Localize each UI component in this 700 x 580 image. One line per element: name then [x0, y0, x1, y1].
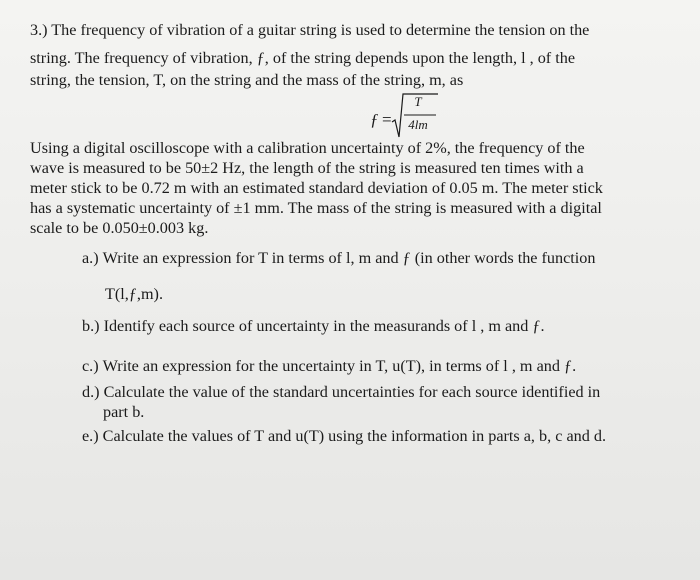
- frequency-formula: [370, 92, 440, 140]
- formula-equals: =: [382, 110, 392, 129]
- part-c-text: Write an expression for the uncertainty in T, u(T), in terms of l , m and ƒ.: [102, 357, 577, 375]
- part-b-label: b.): [82, 317, 100, 335]
- part-e-text: Calculate the values of T and u(T) using the information in parts a, b, c and d.: [102, 427, 607, 445]
- part-e-label: e.): [82, 427, 99, 445]
- formula-numerator: T: [414, 94, 422, 109]
- problem-line-3: string, the tension, T, on the string and the mass of the string, m, as: [30, 71, 464, 89]
- part-a: [82, 248, 595, 268]
- body-line-5: scale to be 0.050±0.003 kg.: [30, 219, 209, 237]
- part-d-continuation: part b.: [103, 403, 145, 421]
- part-b: [82, 316, 545, 336]
- part-a-continuation: T(l,ƒ,m).: [105, 285, 163, 303]
- problem-line-1: 3.) The frequency of vibration of a guitar string is used to determine the tension on the: [30, 21, 590, 39]
- part-e: [82, 426, 606, 446]
- part-c-label: c.): [82, 357, 99, 375]
- body-line-4: has a systematic uncertainty of ±1 mm. The mass of the string is measured with a digital: [30, 199, 602, 217]
- body-line-1: Using a digital oscilloscope with a calibration uncertainty of 2%, the frequency of the: [30, 139, 585, 157]
- formula-lhs: ƒ: [370, 110, 379, 129]
- part-d: [82, 382, 600, 402]
- part-d-text: Calculate the value of the standard uncertainties for each source identified in: [103, 383, 601, 401]
- part-c: [82, 356, 576, 376]
- body-line-2: wave is measured to be 50±2 Hz, the length of the string is measured ten times with a: [30, 159, 584, 177]
- part-b-text: Identify each source of uncertainty in the measurands of l , m and ƒ.: [103, 317, 545, 335]
- problem-line-2: string. The frequency of vibration, ƒ, of the string depends upon the length, l , of the: [30, 49, 576, 67]
- formula-denominator: 4lm: [408, 117, 428, 132]
- part-a-label: a.): [82, 249, 99, 267]
- part-a-text: Write an expression for T in terms of l, m and ƒ (in other words the function: [102, 249, 596, 267]
- part-d-label: d.): [82, 383, 100, 401]
- body-line-3: meter stick to be 0.72 m with an estimated standard deviation of 0.05 m. The meter stick: [30, 179, 603, 197]
